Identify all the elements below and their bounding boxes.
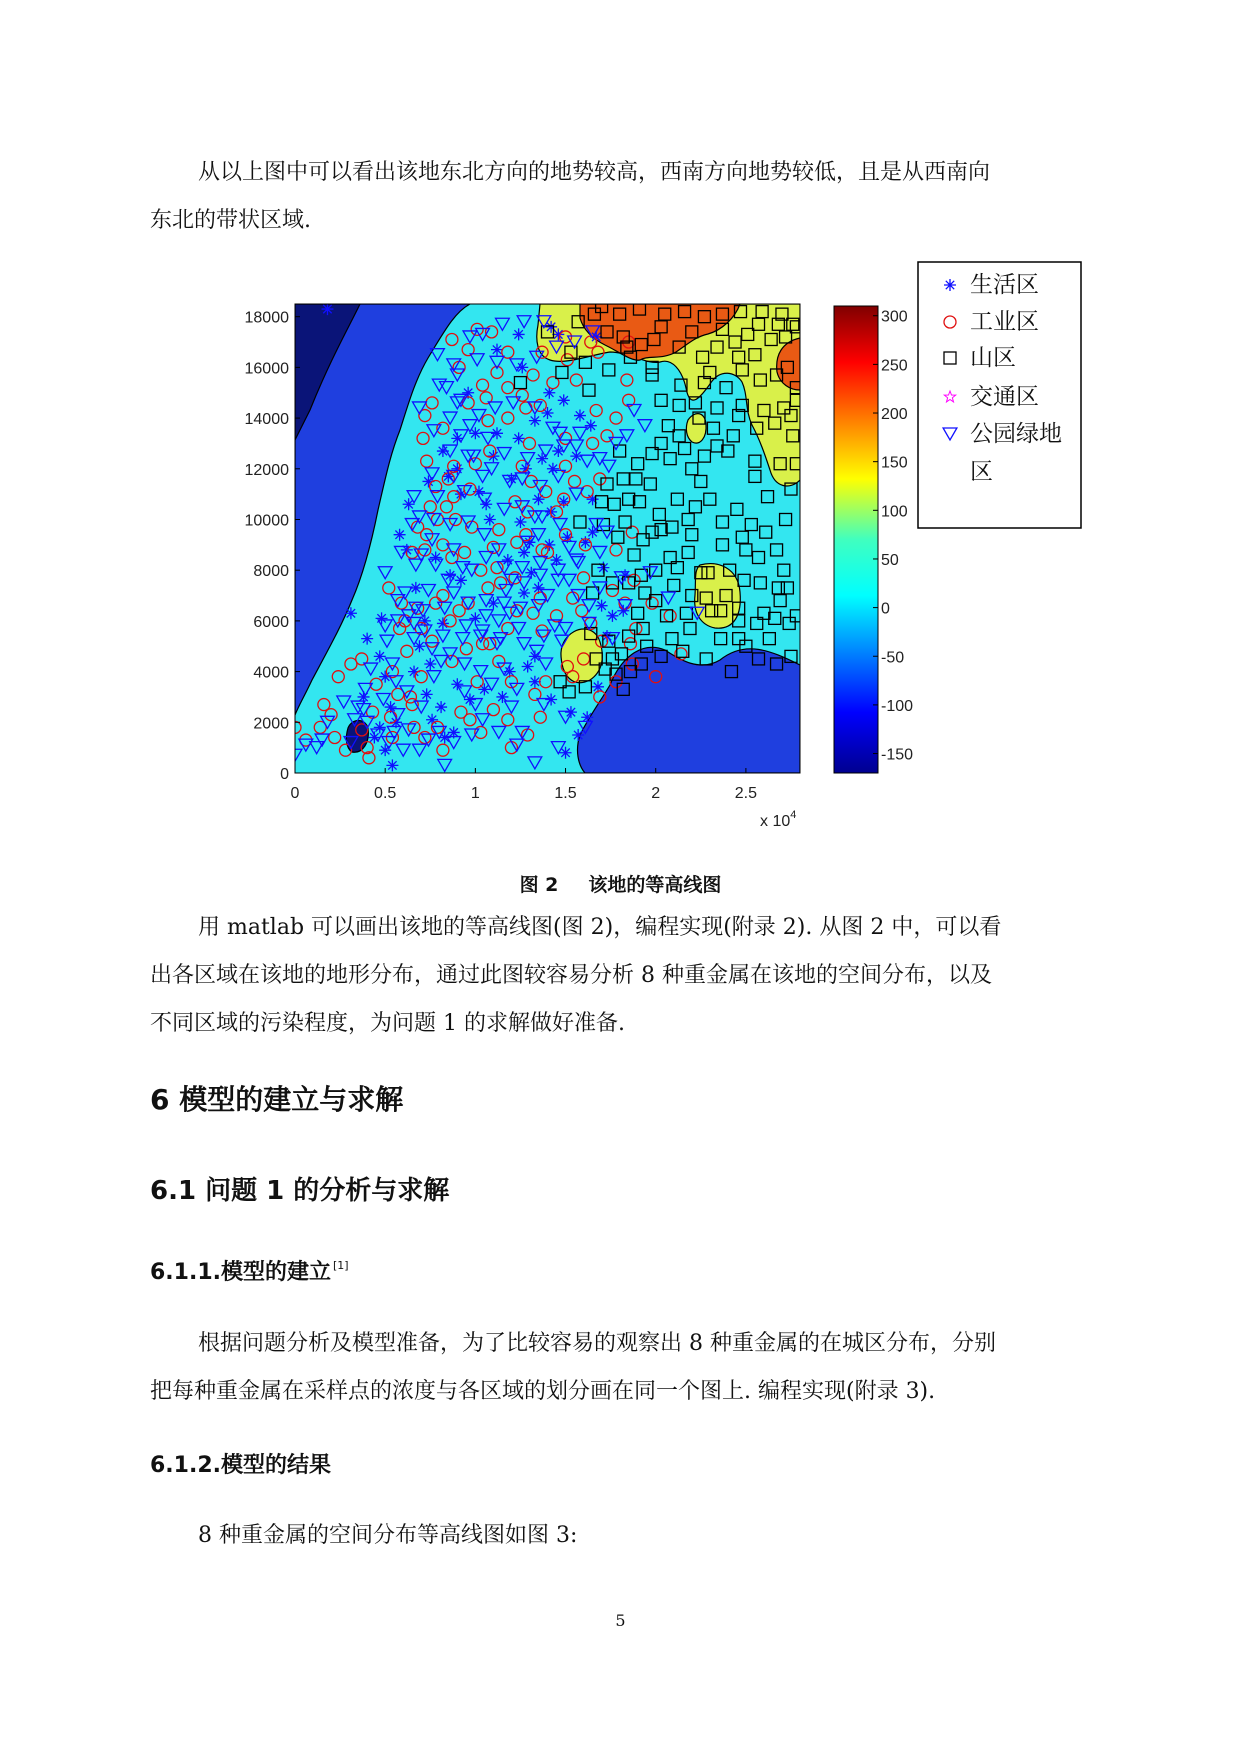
model-build-heading [150, 1255, 349, 1286]
y-tick-label: 0 [280, 766, 289, 783]
x-tick-label: 1.5 [554, 785, 577, 802]
page-number: 5 [615, 1611, 626, 1630]
legend-label: 生活区 [970, 272, 1039, 298]
contour-figure [0, 0, 1241, 860]
colorbar-tick-label: 250 [881, 357, 908, 375]
contour-region-high-mid-blob [686, 414, 706, 443]
y-tick-label: 2000 [253, 715, 289, 733]
x-exponent-base: x 10 [760, 813, 791, 830]
legend-label: 工业区 [970, 309, 1039, 335]
y-tick-label: 16000 [244, 360, 289, 378]
y-tick-label: 14000 [244, 411, 289, 429]
legend-label: 交通区 [970, 384, 1039, 410]
colorbar-ticks [873, 309, 913, 764]
colorbar-tick-label: -50 [881, 649, 905, 667]
y-axis-ticks [245, 310, 301, 783]
y-tick-label: 4000 [253, 664, 289, 682]
figure-caption-title: 该地的等高线图 [588, 874, 722, 896]
x-tick-label: 0.5 [374, 785, 397, 802]
colorbar-tick-label: 0 [881, 600, 890, 618]
result-line-1: 8 种重金属的空间分布等高线图如图 3: [198, 1523, 578, 1548]
model-result-heading: 6.1.2.模型的结果 [150, 1453, 331, 1478]
y-tick-label: 18000 [244, 309, 289, 327]
legend-label-cont: 区 [970, 459, 993, 485]
model-line-1: 根据问题分析及模型准备，为了比较容易的观察出 8 种重金属的在城区分布，分别 [198, 1331, 996, 1356]
legend-label: 山区 [970, 345, 1016, 371]
colorbar-tick-label: -100 [881, 697, 914, 715]
body-line-3: 不同区域的污染程度，为问题 1 的求解做好准备. [150, 1011, 625, 1036]
citation-ref[interactable]: [1] [333, 1259, 349, 1272]
model-paragraph [150, 1320, 1095, 1416]
subsection-heading: 6.1 问题 1 的分析与求解 [150, 1176, 450, 1206]
x-tick-label: 2.5 [734, 785, 758, 802]
x-tick-label: 0 [290, 785, 300, 802]
residential-marker [619, 569, 631, 581]
residential-marker [514, 516, 526, 528]
figure-caption-number: 图 2 [519, 874, 559, 896]
colorbar-tick-label: -150 [881, 746, 914, 764]
y-tick-label: 6000 [253, 613, 289, 631]
intro-line-1: 从以上图中可以看出该地东北方向的地势较高，西南方向地势较低，且是从西南向 [198, 160, 991, 185]
x-exponent-power: 4 [790, 809, 797, 821]
y-tick-label: 12000 [244, 461, 289, 479]
x-tick-label: 1 [470, 785, 480, 802]
legend [918, 262, 1081, 528]
figure-caption [0, 870, 1241, 897]
colorbar-tick-label: 100 [881, 503, 908, 521]
legend-label: 公园绿地 [970, 421, 1062, 447]
x-tick-label: 2 [651, 785, 661, 802]
body-paragraph [150, 904, 1095, 1048]
colorbar-tick-label: 150 [881, 454, 908, 472]
result-paragraph [150, 1512, 1095, 1560]
model-build-title: 6.1.1.模型的建立 [150, 1260, 331, 1285]
intro-line-2: 东北的带状区域. [150, 208, 311, 233]
x-exponent-label [760, 809, 796, 830]
colorbar-tick-label: 300 [881, 308, 908, 326]
colorbar [834, 306, 878, 773]
body-line-2: 出各区域在该地的地形分布，通过此图较容易分析 8 种重金属在该地的空间分布，以及 [150, 963, 992, 988]
legend-asterisk-icon [944, 279, 956, 291]
colorbar-tick-label: 200 [881, 406, 908, 424]
colorbar-tick-label: 50 [881, 551, 899, 569]
y-tick-label: 10000 [244, 512, 289, 530]
residential-marker [572, 729, 584, 741]
y-tick-label: 8000 [253, 563, 289, 581]
model-line-2: 把每种重金属在采样点的浓度与各区域的划分画在同一个图上. 编程实现(附录 3). [150, 1379, 936, 1404]
body-line-1: 用 matlab 可以画出该地的等高线图(图 2)，编程实现(附录 2). 从图 2 中，可以看 [198, 915, 1002, 940]
section-heading: 6 模型的建立与求解 [150, 1083, 404, 1116]
plot-area [288, 301, 802, 773]
